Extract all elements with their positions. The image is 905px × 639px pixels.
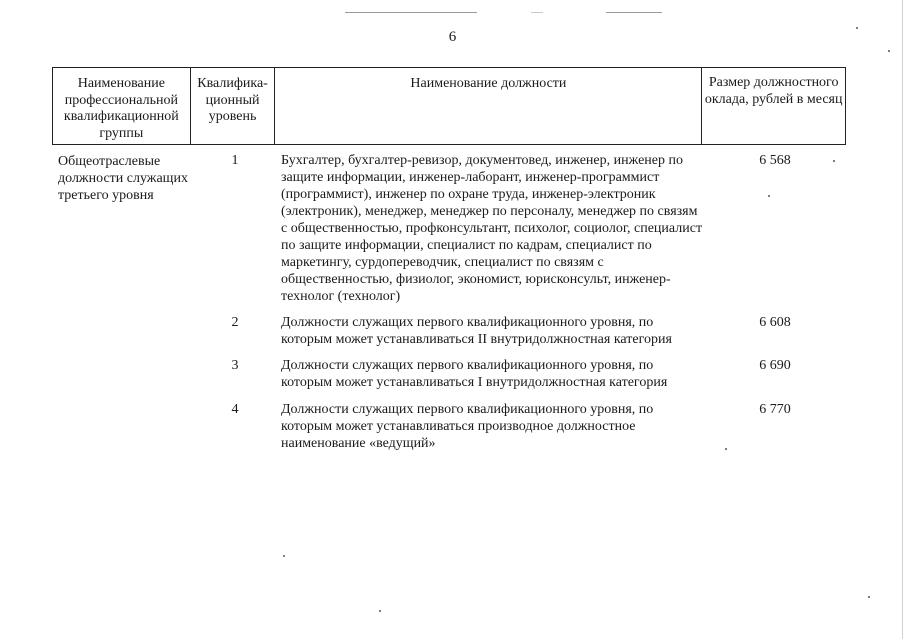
scan-speck: [768, 195, 770, 197]
scan-speck: [888, 50, 890, 52]
row-salary: 6 608: [759, 315, 791, 330]
row-positions: Должности служащих первого квалификационного уровня, по которым может устанавливаться II внутридолжностная категория: [281, 315, 672, 347]
scan-speck: [833, 160, 835, 162]
row-salary: 6 568: [759, 153, 791, 168]
header-group: Наименование профессиональной квалификационной группы: [53, 68, 191, 144]
row-level: 3: [231, 358, 239, 373]
row-positions: Должности служащих первого квалификационного уровня, по которым может устанавливаться I внутридолжностная категория: [281, 358, 668, 390]
header-salary: Размер должностного оклада, рублей в месяц: [704, 75, 843, 107]
row-salary: 6 690: [759, 358, 791, 373]
scan-speck: [379, 610, 381, 612]
scan-edge: [902, 0, 903, 639]
row-salary: 6 770: [759, 402, 791, 417]
row-positions: Должности служащих первого квалификационного уровня, по которым может устанавливаться производное должностное наименование «ведущий»: [281, 402, 654, 451]
header-position: Наименование должности: [275, 68, 702, 144]
scan-speck: [725, 448, 727, 450]
scan-rule: [531, 12, 543, 13]
scan-speck: [868, 596, 870, 598]
row-positions: Бухгалтер, бухгалтер-ревизор, документовед, инженер, инженер по защите информации, инженер-лаборант, инженер-программист (программист), инженер по охране труда, инженер-электроник (электроник), менеджер, менеджер по персоналу, менеджер по связям с общественностью, профконсультант, психолог, социолог, специалист по защите информации, специалист по кадрам, специалист по маркетингу, сурдопереводчик, специалист по связям с общественностью, физиолог, экономист, юрисконсульт, инженер-технолог (технолог): [281, 153, 703, 304]
row-level: 2: [231, 315, 239, 330]
scan-rule: [606, 12, 662, 13]
row-level: 1: [231, 153, 239, 168]
header-level: Квалифика-ционный уровень: [191, 68, 276, 144]
row-level: 4: [231, 402, 239, 417]
scan-rule: [345, 12, 477, 13]
table-header: [52, 67, 846, 145]
group-name: Общеотраслевые должности служащих третьего уровня: [58, 154, 188, 203]
page-number: 6: [448, 29, 457, 45]
scan-speck: [856, 27, 858, 29]
scan-speck: [283, 555, 285, 557]
